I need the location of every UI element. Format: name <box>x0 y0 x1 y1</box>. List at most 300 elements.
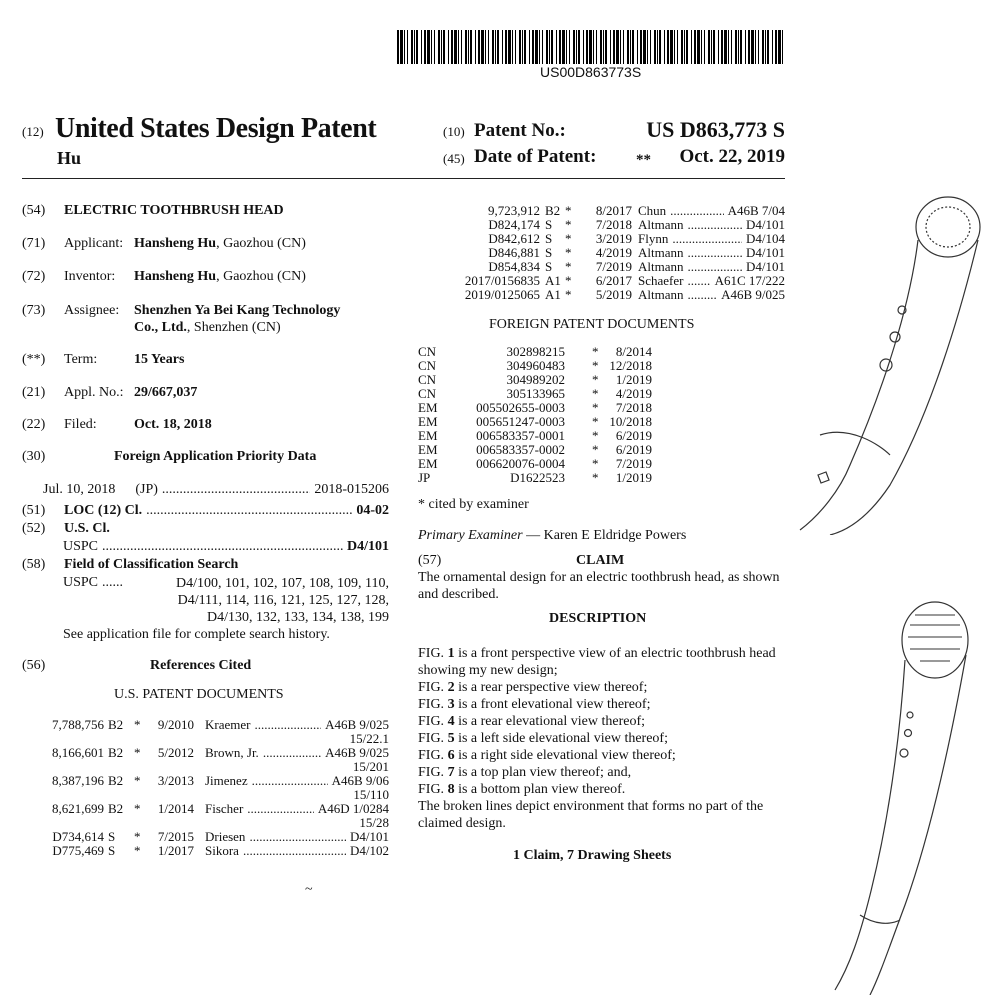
search-classes <box>176 575 389 626</box>
dot-leader <box>670 204 723 218</box>
fig-text: is a left side elevational view thereof; <box>454 731 668 746</box>
barcode-bar <box>659 30 661 64</box>
ref-name: Chun <box>638 203 667 218</box>
barcode-bar <box>664 30 665 64</box>
ref-date: 4/2019 <box>595 245 632 260</box>
dot-leader <box>263 746 321 760</box>
field-57-code: (57) <box>418 553 442 568</box>
barcode-text: US00D863773S <box>540 64 642 80</box>
barcode-bar <box>559 30 561 64</box>
barcode-bar <box>721 30 723 64</box>
field-30 <box>22 449 316 465</box>
reference-row <box>22 718 389 732</box>
fig-number: 7 <box>447 765 455 780</box>
barcode-bar <box>713 30 715 64</box>
barcode-bar <box>596 30 597 64</box>
ref-name: Kraemer <box>205 717 251 732</box>
claims-summary: 1 Claim, 7 Drawing Sheets <box>513 848 672 863</box>
ref-date: 6/2017 <box>595 273 632 288</box>
ref-number: 8,621,699 <box>52 801 104 816</box>
figure-description <box>418 747 790 764</box>
ref-name-class <box>638 274 785 288</box>
ref-name: Sikora <box>205 843 239 858</box>
barcode-bar <box>691 30 692 64</box>
ref-date: 8/2017 <box>595 203 632 218</box>
handle-band <box>820 432 890 455</box>
ref-class: A46D 1/0284 <box>317 801 389 816</box>
field-52 <box>22 521 110 537</box>
ref-class-secondary: 15/110 <box>353 787 389 802</box>
barcode-bar <box>485 30 486 64</box>
code: (**) <box>22 352 46 367</box>
assignee-name: Shenzhen Ya Bei Kang Technology <box>134 303 341 318</box>
foreign-reference-row <box>418 345 668 359</box>
barcode-bar <box>765 30 766 64</box>
field-54 <box>22 203 284 219</box>
ref-name-class <box>638 288 785 302</box>
foreign-reference-row <box>418 443 668 457</box>
priority-row <box>43 482 389 498</box>
barcode-bar <box>404 30 405 64</box>
search-uspc-label: USPC <box>63 575 99 590</box>
barcode-bar <box>637 30 638 64</box>
ref-class: D4/101 <box>746 245 785 260</box>
barcode-bar <box>549 30 550 64</box>
ref-star: * <box>592 470 599 485</box>
barcode-bar <box>731 30 732 64</box>
dot-leader <box>688 218 743 232</box>
search-line: D4/100, 101, 102, 107, 108, 109, 110, <box>176 576 389 591</box>
ref-kind: S <box>108 829 116 844</box>
dot-leader <box>254 718 321 732</box>
fig-label: FIG. <box>418 748 445 763</box>
barcode-bar <box>427 30 430 64</box>
foreign-reference-row <box>418 415 668 429</box>
ref-date: 3/2013 <box>157 773 194 788</box>
leader-short: ...... <box>102 575 123 590</box>
field-22 <box>22 417 212 433</box>
fig-number: 2 <box>447 680 455 695</box>
handle-right-edge <box>870 655 966 995</box>
barcode-bar <box>647 30 648 64</box>
indicator-dot <box>905 730 912 737</box>
barcode-bar <box>468 30 469 64</box>
ref-number: D734,614 <box>52 829 104 844</box>
ref-star: * <box>592 358 599 373</box>
foreign-date: 7/2018 <box>615 400 652 415</box>
ref-name: Altmann <box>638 245 684 260</box>
field-72 <box>22 269 306 285</box>
field-term <box>22 352 184 368</box>
barcode-bar <box>411 30 413 64</box>
barcode-bar <box>605 30 607 64</box>
barcode-bar <box>708 30 710 64</box>
foreign-reference-row <box>418 457 668 471</box>
ref-number: 8,166,601 <box>52 745 104 760</box>
foreign-reference-row <box>418 401 668 415</box>
ref-kind: A1 <box>545 287 561 302</box>
toothbrush-rear-drawing <box>790 595 1000 995</box>
barcode-bar <box>556 30 557 64</box>
foreign-number: 302898215 <box>506 344 565 359</box>
description-title: DESCRIPTION <box>549 611 647 626</box>
barcode-bar <box>674 30 675 64</box>
foreign-date: 8/2014 <box>615 344 652 359</box>
ref-name: Brown, Jr. <box>205 745 259 760</box>
barcode-bar <box>657 30 658 64</box>
fig-text: is a front perspective view of an electric toothbrush head showing my new design; <box>418 646 776 678</box>
document-title: United States Design Patent <box>55 113 377 144</box>
reference-row <box>418 274 785 288</box>
claim-heading <box>418 552 790 569</box>
ref-kind: B2 <box>108 717 124 732</box>
barcode-bar <box>524 30 526 64</box>
code: (52) <box>22 521 46 536</box>
barcode-bar <box>745 30 746 64</box>
barcode-bar <box>519 30 521 64</box>
barcode-bar <box>515 30 516 64</box>
ref-number: D846,881 <box>488 245 540 260</box>
barcode-bar <box>424 30 426 64</box>
barcode-bar <box>694 30 696 64</box>
barcode-bar <box>438 30 440 64</box>
indicator-dot <box>890 332 900 342</box>
ref-name-class <box>638 246 785 260</box>
barcode-bar <box>400 30 403 64</box>
barcode-bar <box>782 30 783 64</box>
loc-value: 04-02 <box>356 503 389 518</box>
barcode-bar <box>735 30 737 64</box>
ref-date: 5/2012 <box>157 745 194 760</box>
barcode-bar <box>578 30 580 64</box>
ref-class: A46B 9/025 <box>325 745 389 760</box>
barcode-bar <box>458 30 459 64</box>
reference-row <box>22 844 389 858</box>
foreign-date: 7/2019 <box>615 456 652 471</box>
ref-star: * <box>592 414 599 429</box>
barcode-bar <box>492 30 494 64</box>
code: (73) <box>22 303 46 318</box>
barcode-bar <box>751 30 754 64</box>
barcode-bar <box>755 30 756 64</box>
search-line: D4/111, 114, 116, 121, 125, 127, 128, <box>177 593 389 608</box>
ref-star: * <box>565 217 572 232</box>
ref-class: D4/101 <box>746 259 785 274</box>
foreign-date: 1/2019 <box>615 372 652 387</box>
code: (72) <box>22 269 46 284</box>
barcode-bar <box>623 30 624 64</box>
reference-row <box>22 802 389 816</box>
barcode-bar <box>667 30 669 64</box>
fig-label: FIG. <box>418 697 445 712</box>
barcode-bar <box>569 30 570 64</box>
fig-number: 8 <box>447 782 455 797</box>
country-code: EM <box>418 400 438 415</box>
fig-label: FIG. <box>418 765 445 780</box>
barcode-bar <box>542 30 543 64</box>
dot-leader <box>146 503 352 519</box>
code-12: (12) <box>22 124 44 139</box>
ref-star: * <box>592 442 599 457</box>
indicator-dot <box>880 359 892 371</box>
foreign-reference-row <box>418 387 668 401</box>
dot-leader <box>688 246 743 260</box>
country-code: EM <box>418 456 438 471</box>
ref-kind: B2 <box>108 745 124 760</box>
code: (30) <box>22 449 46 464</box>
appl-no-value: 29/667,037 <box>134 385 198 400</box>
code-45: (45) <box>443 151 465 166</box>
barcode <box>397 30 785 64</box>
reference-row-cont <box>22 760 389 774</box>
ref-name: Jimenez <box>205 773 248 788</box>
ref-class: D4/101 <box>746 217 785 232</box>
ref-star: * <box>565 259 572 274</box>
inventor-location: , Gaozhou (CN) <box>216 269 306 284</box>
barcode-bar <box>677 30 678 64</box>
reference-row <box>418 232 785 246</box>
field-71 <box>22 236 306 252</box>
barcode-bar <box>434 30 435 64</box>
ref-number: D842,612 <box>488 231 540 246</box>
barcode-bar <box>728 30 729 64</box>
code: (22) <box>22 417 46 432</box>
fig-text: is a bottom plan view thereof. <box>454 782 626 797</box>
barcode-bar <box>535 30 538 64</box>
bristle-area <box>926 207 970 247</box>
country-code: EM <box>418 414 438 429</box>
priority-number: 2018-015206 <box>314 482 389 497</box>
barcode-bar <box>697 30 700 64</box>
fig-label: FIG. <box>418 714 445 729</box>
applicant-location: , Gaozhou (CN) <box>216 236 306 251</box>
ref-name: Schaefer <box>638 273 684 288</box>
ref-name-class <box>205 718 389 732</box>
foreign-docs-title: FOREIGN PATENT DOCUMENTS <box>489 317 695 332</box>
figure-description <box>418 730 790 747</box>
barcode-bar <box>502 30 503 64</box>
foreign-reference-row <box>418 359 668 373</box>
ref-number: 9,723,912 <box>488 203 540 218</box>
reference-row <box>22 746 389 760</box>
foreign-date: 4/2019 <box>615 386 652 401</box>
ref-star: * <box>134 717 141 732</box>
barcode-bar <box>532 30 534 64</box>
figure-description <box>418 764 790 781</box>
label: LOC (12) Cl. <box>64 503 143 518</box>
country-code: EM <box>418 442 438 457</box>
patent-no-label: Patent No.: <box>474 120 566 141</box>
barcode-bar <box>589 30 592 64</box>
barcode-bar <box>610 30 611 64</box>
dot-leader <box>249 830 346 844</box>
label: Appl. No.: <box>64 385 124 400</box>
code: (58) <box>22 557 46 572</box>
ref-kind: S <box>545 217 553 232</box>
country-code: CN <box>418 344 437 359</box>
barcode-bar <box>643 30 646 64</box>
barcode-bar <box>539 30 540 64</box>
filed-value: Oct. 18, 2018 <box>134 417 212 432</box>
references-cited-title: References Cited <box>150 658 252 673</box>
code: (54) <box>22 203 46 218</box>
us-patent-docs-title: U.S. PATENT DOCUMENTS <box>114 687 284 702</box>
ref-class-secondary: 15/201 <box>352 759 389 774</box>
ref-kind: S <box>545 245 553 260</box>
fig-label: FIG. <box>418 782 445 797</box>
foreign-references-list <box>418 345 668 485</box>
reference-row-cont <box>22 732 389 746</box>
barcode-bar <box>650 30 651 64</box>
label: Field of Classification Search <box>64 557 239 572</box>
ref-star: * <box>565 245 572 260</box>
foreign-number: 006583357-0002 <box>476 442 565 457</box>
barcode-bar <box>461 30 462 64</box>
priority-date: Jul. 10, 2018 <box>43 482 116 497</box>
barcode-bar <box>701 30 702 64</box>
fig-text: is a front elevational view thereof; <box>454 697 651 712</box>
barcode-bar <box>454 30 457 64</box>
fig-label: FIG. <box>418 680 445 695</box>
fig-label: FIG. <box>418 646 445 661</box>
barcode-bar <box>448 30 449 64</box>
code: (21) <box>22 385 46 400</box>
country-code: EM <box>418 428 438 443</box>
field-56-code: (56) <box>22 658 46 673</box>
barcode-bar <box>630 30 631 64</box>
foreign-reference-row <box>418 429 668 443</box>
country-code: CN <box>418 358 437 373</box>
foreign-date: 12/2018 <box>609 358 652 373</box>
fig-number: 6 <box>447 748 455 763</box>
ref-class: A61C 17/222 <box>714 273 785 288</box>
reference-row <box>22 830 389 844</box>
barcode-bar <box>583 30 584 64</box>
ref-kind: A1 <box>545 273 561 288</box>
barcode-bar <box>478 30 480 64</box>
ref-date: 1/2017 <box>157 843 194 858</box>
ref-kind: S <box>545 231 553 246</box>
barcode-bar <box>593 30 594 64</box>
ref-star: * <box>134 829 141 844</box>
ref-class: A46B 9/06 <box>331 773 389 788</box>
country-code: CN <box>418 372 437 387</box>
ref-date: 7/2015 <box>157 829 194 844</box>
barcode-bar <box>488 30 489 64</box>
label: Applicant: <box>64 236 124 251</box>
assignee-name-cont: Co., Ltd. <box>134 320 187 335</box>
ref-number: D775,469 <box>52 843 104 858</box>
examiner-name: — Karen E Eldridge Powers <box>522 528 687 543</box>
ref-name-class <box>205 774 389 788</box>
ref-name-class <box>205 802 389 816</box>
reference-row <box>22 774 389 788</box>
barcode-bar <box>704 30 705 64</box>
barcode-bar <box>724 30 727 64</box>
assignee-location: , Shenzhen (CN) <box>186 320 281 335</box>
foreign-reference-row <box>418 471 668 485</box>
barcode-bar <box>654 30 656 64</box>
barcode-bar <box>566 30 567 64</box>
foreign-number: 304989202 <box>506 372 565 387</box>
barcode-bar <box>546 30 548 64</box>
code-10: (10) <box>443 124 465 139</box>
barcode-bar <box>738 30 739 64</box>
fig-number: 1 <box>447 646 455 661</box>
reference-row-cont <box>22 788 389 802</box>
barcode-bar <box>562 30 565 64</box>
fig-text: is a right side elevational view thereof; <box>454 748 676 763</box>
ref-star: * <box>565 287 572 302</box>
ref-star: * <box>592 372 599 387</box>
foreign-number: 005502655-0003 <box>476 400 565 415</box>
tooth-logo <box>818 472 829 483</box>
barcode-bar <box>512 30 513 64</box>
label: Term: <box>64 352 98 367</box>
ref-name-class <box>205 746 389 760</box>
dot-leader <box>243 844 346 858</box>
fig-text: is a rear elevational view thereof; <box>454 714 646 729</box>
ref-date: 7/2018 <box>595 217 632 232</box>
barcode-bar <box>772 30 773 64</box>
examiner-line <box>418 528 686 544</box>
handle-right-edge <box>830 240 978 535</box>
reference-row <box>418 288 785 302</box>
bristles <box>908 615 962 661</box>
fig-number: 4 <box>447 714 455 729</box>
barcode-bar <box>497 30 499 64</box>
ref-star: * <box>592 344 599 359</box>
code: (71) <box>22 236 46 251</box>
ref-class: A46B 9/025 <box>721 287 785 302</box>
barcode-bar <box>767 30 769 64</box>
date-marker: ** <box>636 152 651 168</box>
barcode-bar <box>627 30 629 64</box>
search-line: D4/130, 132, 133, 134, 138, 199 <box>207 610 389 625</box>
barcode-bar <box>522 30 523 64</box>
section-title: Foreign Application Priority Data <box>114 449 317 464</box>
indicator-dot <box>907 712 913 718</box>
barcode-bar <box>616 30 619 64</box>
dot-leader <box>102 539 343 555</box>
field-51 <box>22 503 389 519</box>
dot-leader <box>252 774 328 788</box>
ref-name: Altmann <box>638 287 684 302</box>
search-history-note: See application file for complete search history. <box>63 627 330 642</box>
barcode-bar <box>620 30 621 64</box>
barcode-bar <box>576 30 577 64</box>
ref-class: D4/101 <box>350 829 389 844</box>
ref-class: A46B 9/025 <box>325 717 389 732</box>
field-73 <box>22 302 340 336</box>
ref-date: 1/2014 <box>157 801 194 816</box>
date-label: Date of Patent: <box>474 146 597 167</box>
figure-description <box>418 645 790 679</box>
uspc-label: USPC <box>63 539 99 554</box>
ref-star: * <box>134 773 141 788</box>
fig-number: 5 <box>447 731 455 746</box>
fig-text: is a rear perspective view thereof; <box>454 680 648 695</box>
field-58 <box>22 557 238 573</box>
ref-name: Altmann <box>638 217 684 232</box>
ref-name: Altmann <box>638 259 684 274</box>
country-code: CN <box>418 386 437 401</box>
dot-leader <box>688 288 718 302</box>
us-references-list-cont <box>418 204 785 302</box>
ref-name-class <box>205 830 389 844</box>
ref-name-class <box>638 232 785 246</box>
ref-name-class <box>205 844 389 858</box>
